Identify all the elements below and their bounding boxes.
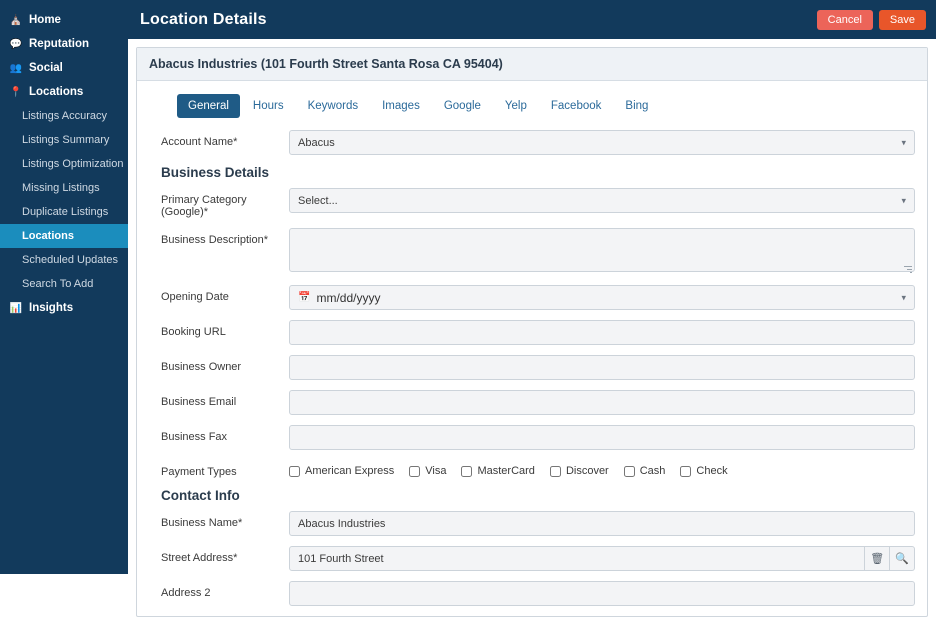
location-details-panel xyxy=(136,47,928,617)
payment-option-label: Check xyxy=(696,465,728,477)
search-address-button[interactable] xyxy=(890,546,915,571)
row-payment-types xyxy=(149,460,915,478)
address-2-input[interactable] xyxy=(289,581,915,606)
payment-option-cash[interactable] xyxy=(624,465,666,477)
booking-url-label: Booking URL xyxy=(161,326,226,338)
contact-info-title: Contact Info xyxy=(161,488,240,503)
sidebar-item-scheduled-updates[interactable]: Scheduled Updates xyxy=(22,254,119,266)
cancel-button[interactable]: Cancel xyxy=(817,10,873,30)
chevron-down-icon: ▾ xyxy=(901,137,906,147)
opening-date-field-wrap[interactable] xyxy=(289,285,915,310)
primary-category-select[interactable] xyxy=(289,188,915,213)
page-header xyxy=(128,0,936,39)
payment-option-mastercard[interactable] xyxy=(461,465,534,477)
sidebar-item-insights[interactable] xyxy=(0,296,128,320)
business-description-field-wrap xyxy=(289,228,915,275)
address-2-label: Address 2 xyxy=(161,587,211,599)
panel-body xyxy=(137,81,927,606)
content-scroll xyxy=(128,39,936,617)
tab-images[interactable]: Images xyxy=(382,100,420,112)
row-opening-date xyxy=(149,285,915,310)
payment-checkbox-cash[interactable] xyxy=(624,466,635,477)
sidebar-item-missing-listings[interactable]: Missing Listings xyxy=(22,182,100,194)
account-name-select[interactable] xyxy=(289,130,915,155)
sidebar-item-label: Home xyxy=(29,14,61,26)
business-owner-label: Business Owner xyxy=(161,361,242,373)
row-business-fax xyxy=(149,425,915,450)
sidebar-item-search-to-add[interactable]: Search To Add xyxy=(22,278,94,290)
street-address-label: Street Address* xyxy=(161,552,238,564)
clear-address-button[interactable] xyxy=(865,546,890,571)
primary-category-label: Primary Category (Google)* xyxy=(161,194,247,218)
comment-icon: 💬 xyxy=(9,38,23,50)
payment-option-amex[interactable] xyxy=(289,465,394,477)
row-business-name xyxy=(149,511,915,536)
business-email-input[interactable] xyxy=(289,390,915,415)
payment-option-label: MasterCard xyxy=(477,465,535,477)
sidebar-item-home[interactable] xyxy=(0,8,128,32)
street-address-input[interactable] xyxy=(289,546,865,571)
business-email-field-wrap xyxy=(289,390,915,415)
tab-yelp[interactable]: Yelp xyxy=(504,100,527,112)
row-account-name xyxy=(149,130,915,155)
row-booking-url xyxy=(149,320,915,345)
payment-checkbox-mastercard[interactable] xyxy=(461,466,472,477)
save-button[interactable]: Save xyxy=(879,10,926,30)
tab-bar xyxy=(177,94,915,118)
map-marker-icon: 📍 xyxy=(9,86,23,98)
panel-heading: Abacus Industries (101 Fourth Street Santa Rosa CA 95404) xyxy=(137,48,927,81)
sidebar-item-duplicate-listings[interactable]: Duplicate Listings xyxy=(22,206,109,218)
tab-facebook[interactable]: Facebook xyxy=(550,100,602,112)
tab-bing[interactable]: Bing xyxy=(625,100,649,112)
business-name-input[interactable] xyxy=(289,511,915,536)
payment-checkbox-amex[interactable] xyxy=(289,466,300,477)
main-area xyxy=(128,0,936,599)
opening-date-value: mm/dd/yyyy xyxy=(316,290,381,305)
tab-google[interactable]: Google xyxy=(443,100,481,112)
payment-types-group xyxy=(289,460,915,477)
business-name-field-wrap xyxy=(289,511,915,536)
tab-general[interactable]: General xyxy=(177,94,240,118)
payment-checkbox-visa[interactable] xyxy=(409,466,420,477)
row-primary-category xyxy=(149,188,915,218)
tab-hours[interactable]: Hours xyxy=(252,100,284,112)
sidebar-item-locations[interactable] xyxy=(0,80,128,104)
payment-types-label: Payment Types xyxy=(161,466,237,478)
business-owner-input[interactable] xyxy=(289,355,915,380)
booking-url-input[interactable] xyxy=(289,320,915,345)
payment-checkbox-check[interactable] xyxy=(680,466,691,477)
sidebar-item-listings-accuracy[interactable]: Listings Accuracy xyxy=(22,110,107,122)
payment-option-label: American Express xyxy=(305,465,395,477)
payment-option-label: Discover xyxy=(565,465,609,477)
row-street-address xyxy=(149,546,915,571)
business-fax-field-wrap xyxy=(289,425,915,450)
row-business-owner xyxy=(149,355,915,380)
opening-date-input[interactable] xyxy=(289,285,915,310)
sidebar-item-social[interactable] xyxy=(0,56,128,80)
business-owner-field-wrap xyxy=(289,355,915,380)
business-fax-input[interactable] xyxy=(289,425,915,450)
row-address-2 xyxy=(149,581,915,606)
street-address-field-wrap xyxy=(289,546,915,571)
payment-option-visa[interactable] xyxy=(409,465,446,477)
payment-checkbox-discover[interactable] xyxy=(550,466,561,477)
address-2-field-wrap xyxy=(289,581,915,606)
account-name-label: Account Name* xyxy=(161,136,238,148)
sidebar-item-label: Insights xyxy=(29,302,74,314)
business-email-label: Business Email xyxy=(161,396,237,408)
sidebar-item-label: Reputation xyxy=(29,38,90,50)
row-business-description xyxy=(149,228,915,275)
business-fax-label: Business Fax xyxy=(161,431,228,443)
payment-option-label: Cash xyxy=(639,465,666,477)
search-icon: 🔍 xyxy=(895,553,909,565)
row-business-email xyxy=(149,390,915,415)
payment-option-label: Visa xyxy=(425,465,447,477)
opening-date-label: Opening Date xyxy=(161,291,229,303)
sidebar-item-listings-optimization[interactable]: Listings Optimization xyxy=(22,158,124,170)
payment-option-check[interactable] xyxy=(680,465,727,477)
chart-icon: 📊 xyxy=(9,302,23,314)
booking-url-field-wrap xyxy=(289,320,915,345)
sidebar-item-listings-summary[interactable]: Listings Summary xyxy=(22,134,110,146)
business-description-label: Business Description* xyxy=(161,234,268,246)
page-title: Location Details xyxy=(140,10,267,28)
sidebar-item-reputation[interactable] xyxy=(0,32,128,56)
trash-icon: 🗑 xyxy=(870,553,885,565)
business-description-textarea[interactable] xyxy=(289,228,915,272)
sidebar-item-label: Locations xyxy=(29,86,84,98)
sidebar xyxy=(0,0,128,574)
chevron-down-icon: ▾ xyxy=(901,292,906,302)
calendar-icon: 📅 xyxy=(298,292,311,303)
primary-category-field-wrap xyxy=(289,188,915,213)
account-name-field-wrap xyxy=(289,130,915,155)
business-details-title: Business Details xyxy=(161,165,270,180)
sidebar-item-locations-sub[interactable]: Locations xyxy=(0,224,128,248)
tab-keywords[interactable]: Keywords xyxy=(307,100,359,112)
home-icon: ⛪ xyxy=(9,14,23,26)
sidebar-item-label: Social xyxy=(29,62,63,74)
users-icon: 👥 xyxy=(9,62,23,74)
chevron-down-icon: ▾ xyxy=(901,195,906,205)
business-name-label: Business Name* xyxy=(161,517,243,529)
payment-option-discover[interactable] xyxy=(550,465,609,477)
